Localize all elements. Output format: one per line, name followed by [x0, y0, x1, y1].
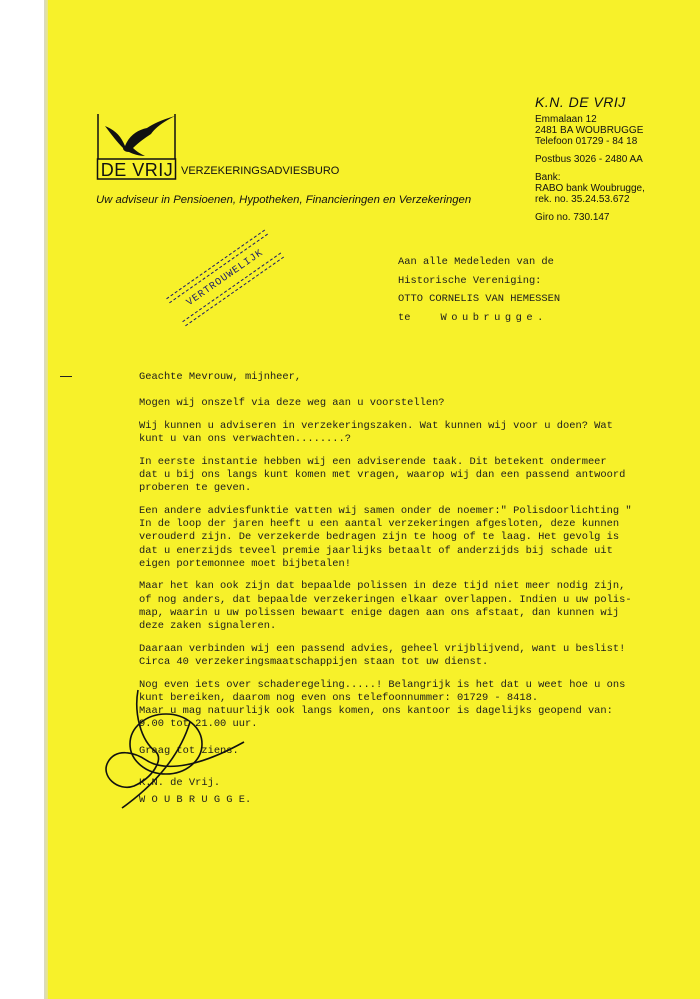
signature-name: K.N. de Vrij. [139, 776, 221, 789]
giro-number: Giro no. 730.147 [535, 212, 610, 223]
address-block [535, 94, 645, 223]
recipient-line-4 [398, 309, 560, 328]
recipient-block [398, 253, 560, 327]
brand-subtitle: VERZEKERINGSADVIESBURO [181, 165, 340, 177]
bank-label: Bank: [535, 172, 561, 183]
recipient-line-1: Aan alle Medeleden van de [398, 256, 554, 268]
address-city: 2481 BA WOUBRUGGE [535, 125, 644, 136]
paragraph: Daaraan verbinden wij een passend advies, geheel vrijblijvend, want u beslist! Circa 40 verzekeringsmaatschappijen staan tot uw dienst. [139, 642, 626, 668]
recipient-line-2: Historische Vereniging: [398, 274, 542, 287]
company-owner: K.N. DE VRIJ [535, 94, 626, 110]
recipient-line-3: OTTO CORNELIS VAN HEMESSEN [398, 293, 561, 305]
paragraph: In eerste instantie hebben wij een adviserende taak. Dit betekent ondermeer dat u bij ons langs kunt komen met vragen, waarop wij dan een passend antwoord proberen te geven. [139, 455, 626, 495]
closing: Graag tot ziens. [139, 745, 239, 758]
address-phone: Telefoon 01729 - 84 18 [535, 136, 638, 147]
paragraph: Maar het kan ook zijn dat bepaalde polissen in deze tijd niet meer nodig zijn, of nog anders, dat bepaalde verzekeringen elkaar overlappen. Indien u uw polis- map, waarin u uw polissen bewaart enige dagen aan ons afstaat, dan kunnen wij deze zaken signaleren. [139, 580, 632, 633]
recipient-place: Woubrugge. [440, 311, 548, 324]
salutation: Geachte Mevrouw, mijnheer, [139, 371, 302, 383]
handwritten-signature [94, 682, 284, 812]
paragraph: Een andere adviesfunktie vatten wij samen onder de noemer:" Polisdoorlichting " In de loop der jaren heeft u een aantal verzekeringen afgesloten, deze kunnen verouderd zijn. De verzekerde bedragen zijn te hoog of te laag. Het gevolg is dat u enerzijds teveel premie jaarlijks betaalt of anderzijds bij schade uit eigen portemonnee moet bijbetalen! [139, 504, 632, 570]
address-postbus: Postbus 3026 - 2480 AA [535, 154, 643, 165]
signature-place: W O U B R U G G E. [139, 793, 252, 806]
bank-account: rek. no. 35.24.53.672 [535, 194, 630, 205]
paragraph: Wij kunnen u adviseren in verzekeringszaken. Wat kunnen wij voor u doen? Wat kunt u van ons verwachten........? [139, 419, 613, 446]
stamp-text: VERTROUWELIJK [184, 247, 266, 309]
fold-mark [60, 376, 72, 377]
tagline: Uw adviseur in Pensioenen, Hypotheken, Financieringen en Verzekeringen [96, 194, 472, 206]
recipient-prefix: te [398, 311, 411, 324]
brand-name: DE VRIJ [100, 160, 174, 180]
address-street: Emmalaan 12 [535, 114, 597, 125]
paragraph: Mogen wij onszelf via deze weg aan u voorstellen? [139, 397, 445, 410]
bank-name: RABO bank Woubrugge, [535, 183, 645, 194]
paragraph: Nog even iets over schaderegeling.....! Belangrijk is het dat u weet hoe u ons kunt bereiken, daarom nog even ons telefoonnummer: 01729 - 8418. Maar u mag natuurlijk ook langs komen, ons kantoor is dagelijks geopend van: 9.00 tot 21.00 uur. [139, 678, 626, 731]
